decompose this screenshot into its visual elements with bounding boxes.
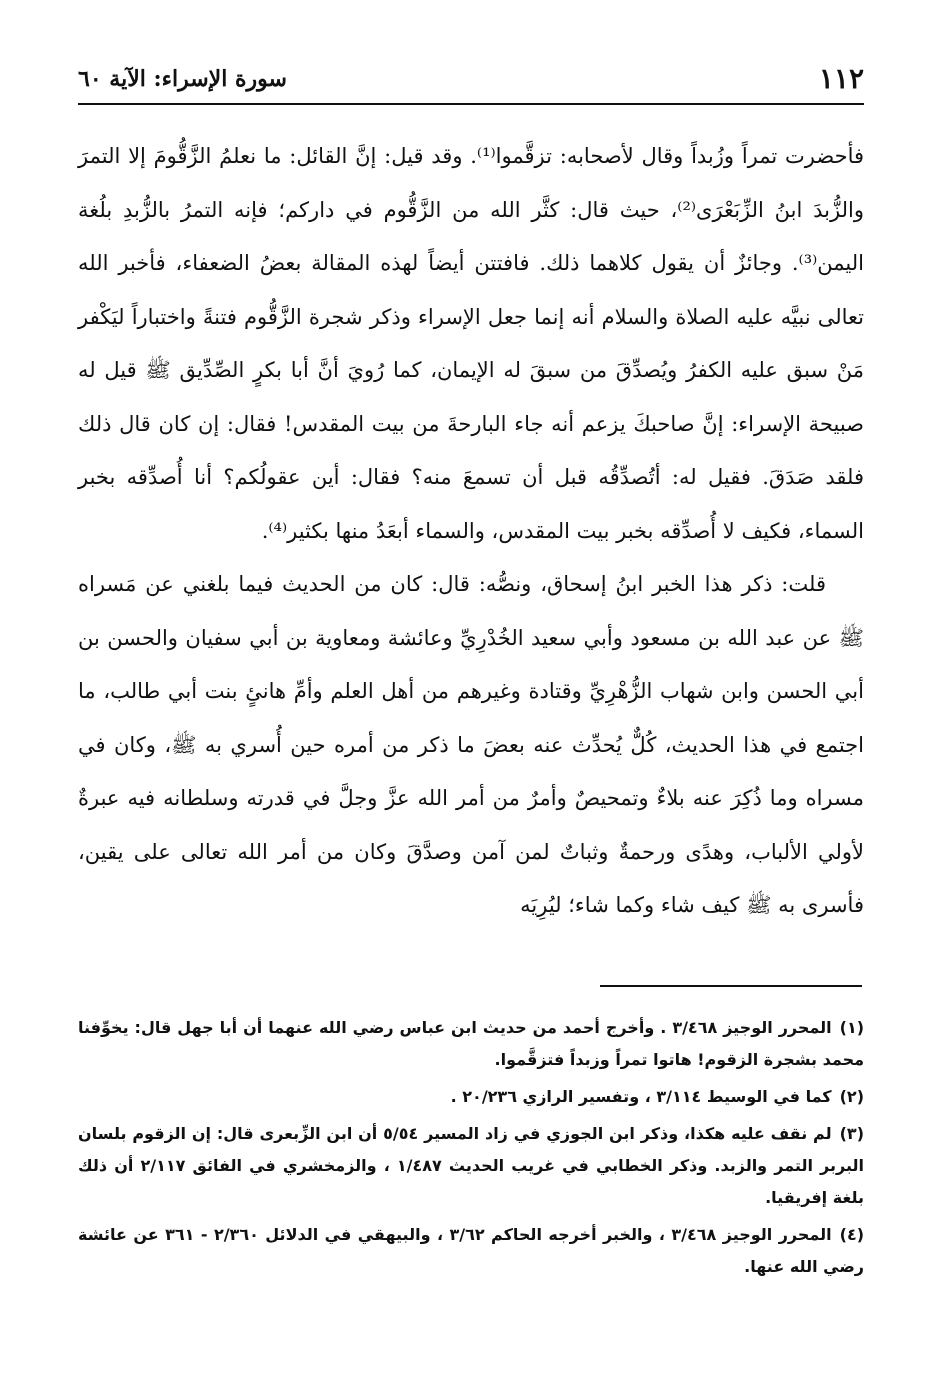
footnote bbox=[78, 1219, 864, 1283]
footnote-number: (٤) bbox=[839, 1225, 865, 1244]
main-text bbox=[78, 130, 864, 933]
paragraph: قلت: ذكر هذا الخبر ابنُ إسحاق، ونصُّه: قال: كان من الحديث فيما بلغني عن مَسراه ﷺ عن عبد الله بن مسعود وأبي سعيد الخُدْرِيِّ وعائشة ومعاوية بن أبي سفيان والحسن بن أبي الحسن وابن شهاب الزُّهْرِيِّ وقتادة وغيرهم من أهل العلم وأمِّ هانئٍ بنت أبي طالب، ما اجتمع في هذا الحديث، كُلٌّ يُحدِّث عنه بعضَ ما ذكر من أمره حين أُسري به ﷺ، وكان في مسراه وما ذُكِرَ عنه بلاءٌ وتمحيصٌ وأمرٌ من أمر الله عزَّ وجلَّ في قدرته وسلطانه فيه عبرةٌ لأولي الألباب، وهدًى ورحمةٌ وثباتٌ لمن آمن وصدَّقَ وكان من أمر الله تعالى على يقين، فأسرى به ﷺ كيف شاء وكما شاء؛ ليُرِيَه bbox=[78, 572, 864, 917]
footnote bbox=[78, 1081, 864, 1113]
footnote bbox=[78, 1118, 864, 1214]
footnotes bbox=[78, 1012, 864, 1288]
footnote-text: كما في الوسيط ٣/١١٤ ، وتفسير الرازي ٢٠/٢٣٦ . bbox=[450, 1087, 832, 1106]
footnote-number: (٣) bbox=[839, 1124, 864, 1143]
footnote-text: المحرر الوجيز ٣/٤٦٨ . وأخرج أحمد من حديث ابن عباس رضي الله عنهما أن أبا جهل قال: يخوِّفنا محمد بشجرة الزقوم! هاتوا تمراً وزبداً فتزقَّموا. bbox=[78, 1018, 864, 1069]
running-header bbox=[78, 60, 864, 100]
footnote-text: المحرر الوجيز ٣/٤٦٨ ، والخبر أخرجه الحاكم ٣/٦٢ ، والبيهقي في الدلائل ٢/٣٦٠ - ٣٦١ عن عائشة رضي الله عنها. bbox=[78, 1225, 864, 1276]
header-rule bbox=[78, 103, 864, 105]
page-number: ١١٢ bbox=[818, 62, 864, 95]
running-title: سورة الإسراء: الآية ٦٠ bbox=[78, 66, 287, 92]
footnote-number: (١) bbox=[839, 1018, 865, 1037]
footnote-text: لم نقف عليه هكذا، وذكر ابن الجوزي في زاد المسير ٥/٥٤ أن ابن الزِّبعرى قال: إن الزقوم بلسان البربر التمر والزبد. وذكر الخطابي في غريب الحديث ١/٤٨٧ ، والزمخشري في الفائق ٢/١١٧ أن ذلك بلغة إفريقيا. bbox=[78, 1124, 864, 1207]
paragraph: فأحضرت تمراً وزُبداً وقال لأصحابه: تزقَّموا⁽¹⁾. وقد قيل: إنَّ القائل: ما نعلمُ الزَّقُّومَ إلا التمرَ والزُّبدَ ابنُ الزِّبَعْرَى⁽²⁾، حيث قال: كثَّر الله من الزَّقُّوم في داركم؛ فإنه التمرُ بالزُّبدِ بلُغة اليمن⁽³⁾. وجائزٌ أن يقول كلاهما ذلك. فافتتن أيضاً لهذه المقالة بعضُ الضعفاء، فأخبر الله تعالى نبيَّه عليه الصلاة والسلام أنه إنما جعل الإسراء وذكر شجرة الزَّقُّوم فتنةً واختباراً ليَكْفر مَنْ سبق عليه الكفرُ ويُصدِّقَ من سبقَ له الإيمان، كما رُويَ أنَّ أبا بكرٍ الصِّدِّيق ﷺ قيل له صبيحة الإسراء: إنَّ صاحبكَ يزعم أنه جاء البارحةَ من بيت المقدس! فقال: إن كان قال ذلك فلقد صَدَقَ. فقيل له: أتُصدِّقُه قبل أن تسمعَ منه؟ فقال: أين عقولُكم؟ أنا أُصدِّقه بخبر السماء، فكيف لا أُصدِّقه بخبر بيت المقدس، والسماء أبعَدُ منها بكثير⁽⁴⁾. bbox=[78, 144, 865, 543]
footnote-separator bbox=[600, 985, 862, 987]
footnote-number: (٢) bbox=[839, 1087, 864, 1106]
footnote bbox=[78, 1012, 864, 1076]
